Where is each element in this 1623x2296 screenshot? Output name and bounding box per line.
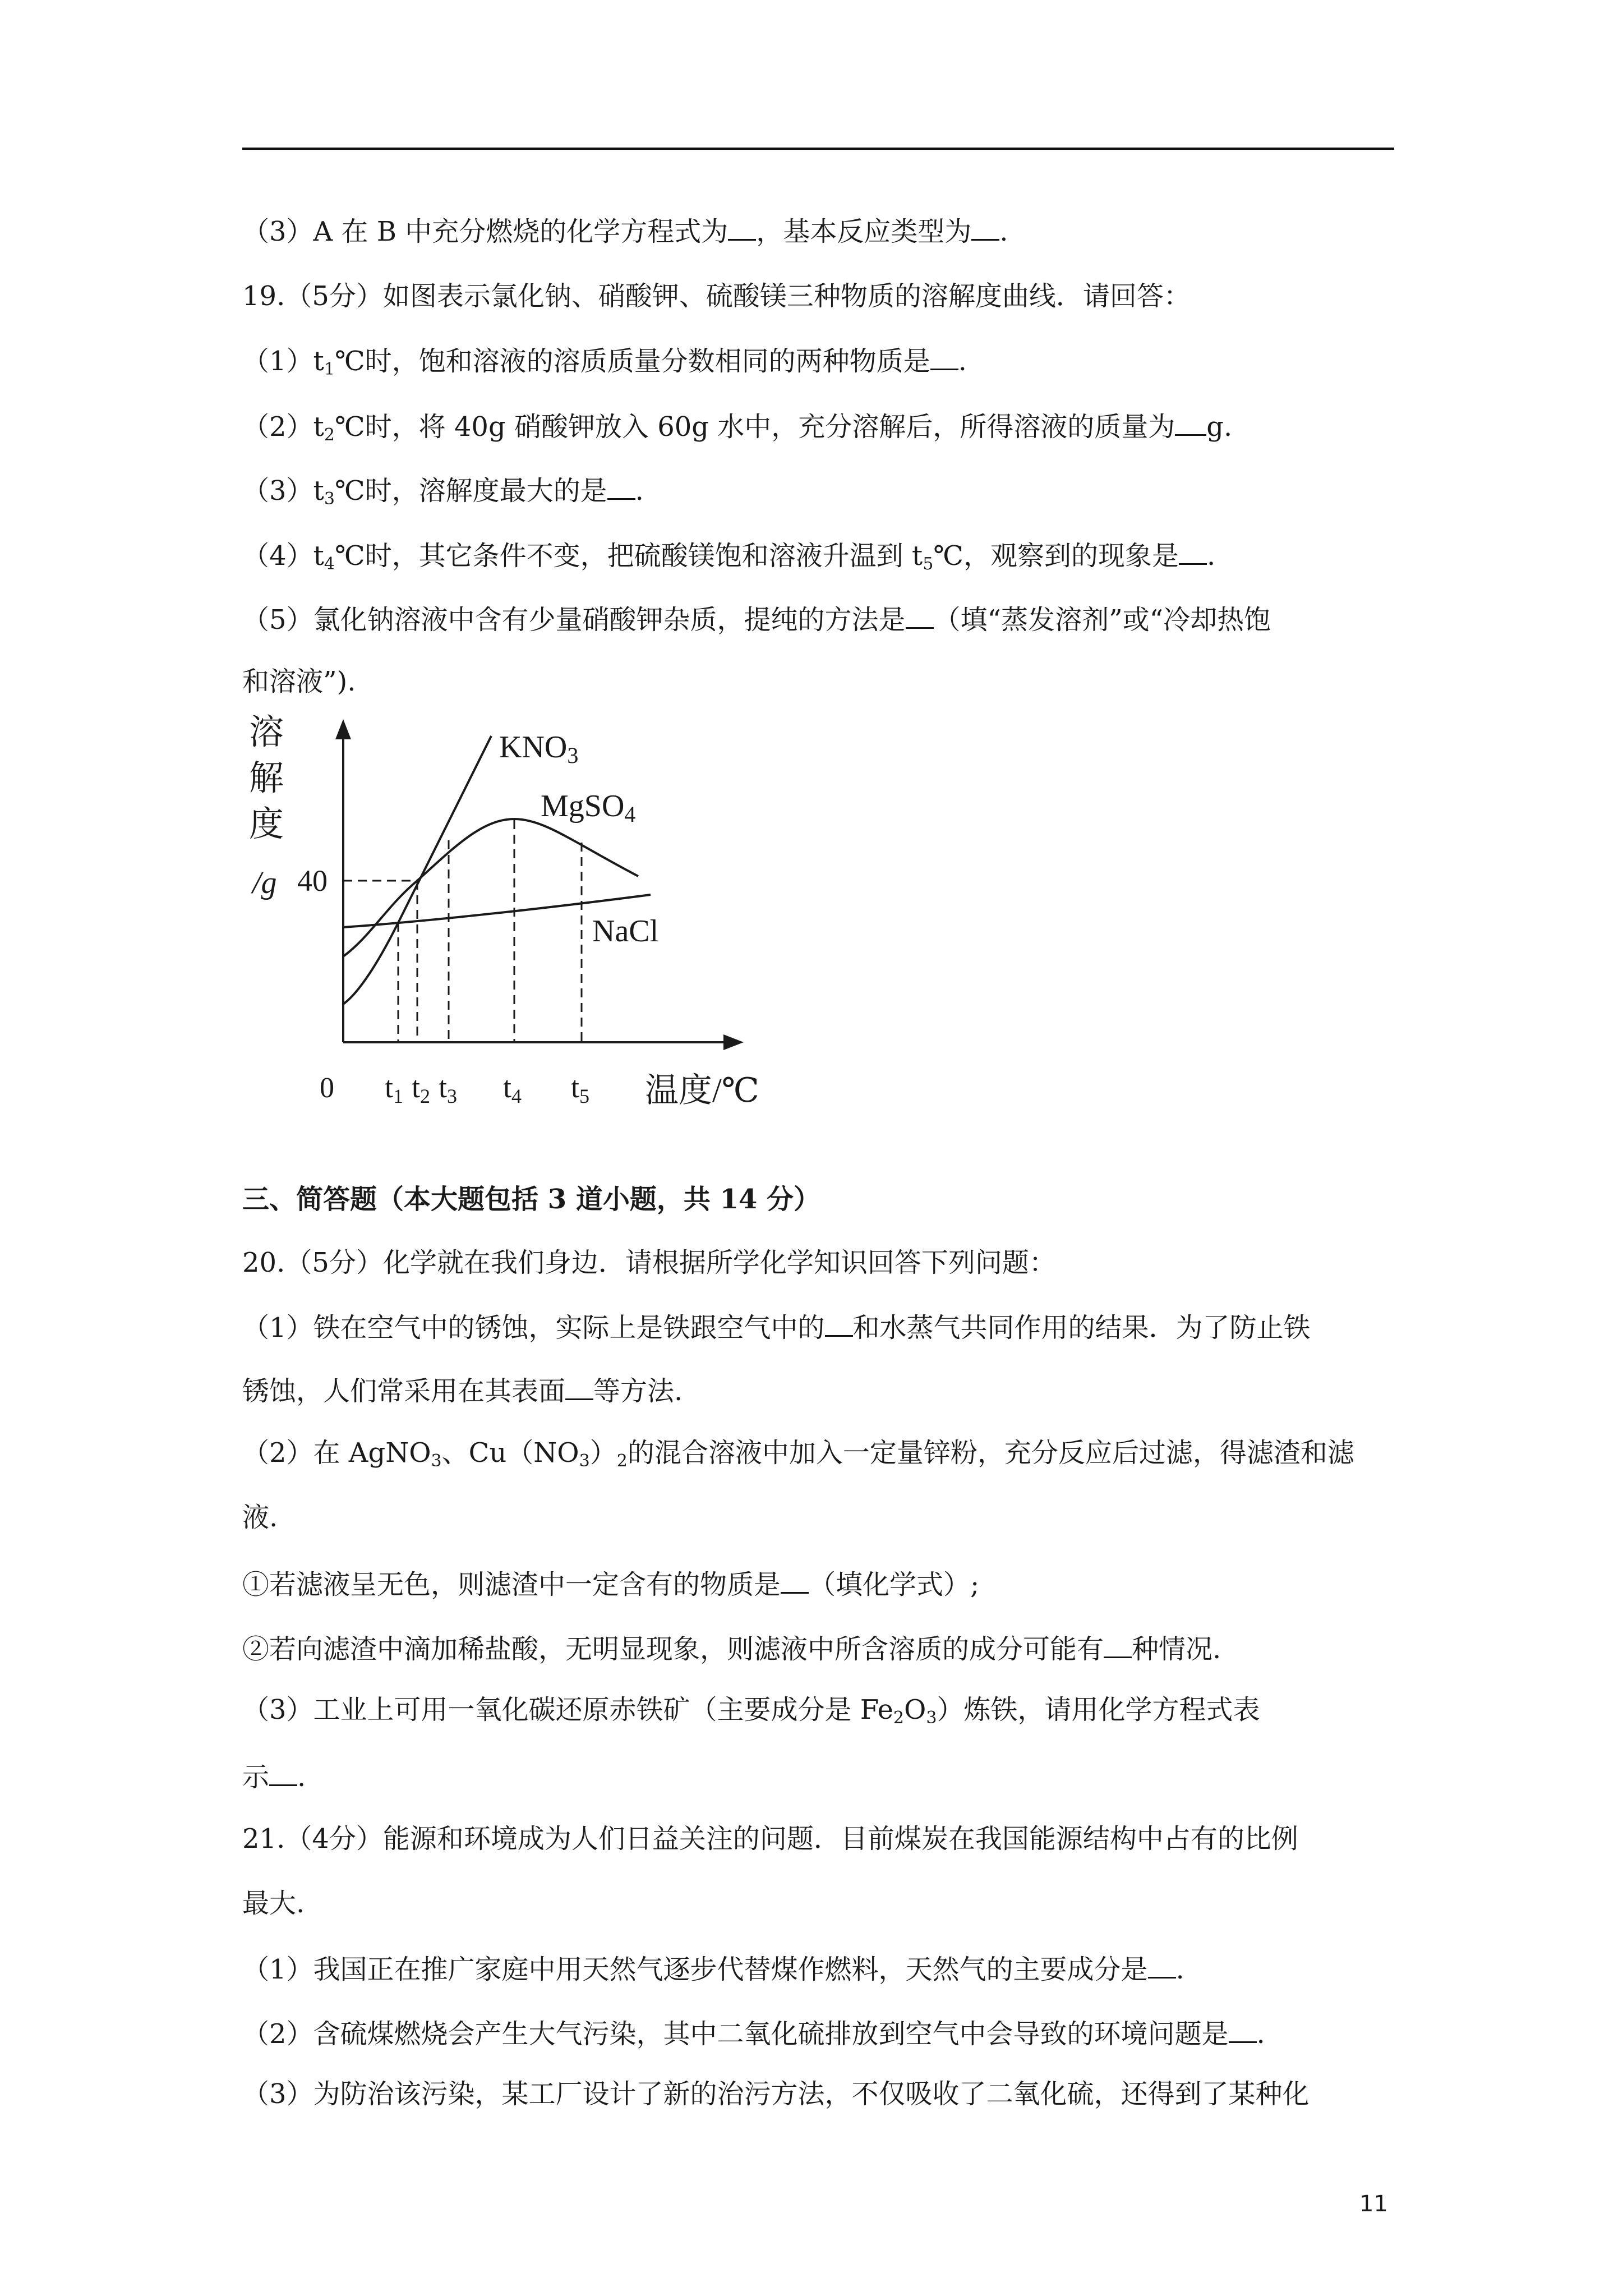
x-tick-t3: t3: [439, 1070, 458, 1107]
section3-title: 三、简答题（本大题包括 3 道小题，共 14 分）: [242, 1184, 821, 1215]
answer-blank: [930, 341, 958, 370]
answer-blank: [728, 211, 756, 241]
q19-part5-cont: 和溶液”).: [242, 666, 356, 697]
kno3-curve: [343, 736, 491, 1004]
answer-blank: [565, 1370, 593, 1400]
q20-stem: 20.（5分）化学就在我们身边．请根据所学化学知识回答下列问题：: [242, 1247, 1056, 1278]
q20-part3: （3）工业上可用一氧化碳还原赤铁矿（主要成分是 $Fe_2O_3$）炼铁，请用化学方程式表: [242, 1694, 1260, 1728]
q21-part2: （2）含硫煤燃烧会产生大气污染，其中二氧化硫排放到空气中会导致的环境问题是 .: [242, 2013, 1398, 2052]
answer-blank: [1175, 406, 1206, 436]
q20-part2: （2）在 AgNO$_3$、$Cu(NO_3)_2$的混合溶液中加入一定量锌粉，充分反应后过滤，得滤渣和滤: [242, 1437, 1354, 1471]
q20-part2-case1: ①若滤液呈无色，则滤渣中一定含有的物质是 （填化学式）;: [242, 1564, 1398, 1603]
q21-stem-cont: 最大.: [242, 1888, 305, 1919]
x-tick-t1: t1: [385, 1070, 404, 1107]
q19-part4: $(4)t_4℃$时，其它条件不变，把硫酸镁饱和溶液升温到 $t_5℃$，观察到的现象是 .: [242, 535, 1398, 582]
answer-blank: [825, 1307, 853, 1337]
nacl-label: NaCl: [592, 914, 659, 949]
q20-part2-cont: 液.: [242, 1502, 278, 1533]
answer-blank: [906, 599, 934, 629]
x-axis-arrow: [723, 1034, 744, 1050]
q21-stem: 21.（4分）能源和环境成为人们日益关注的问题．目前煤炭在我国能源结构中占有的比例: [242, 1823, 1298, 1855]
kno3-label: KNO3: [499, 730, 579, 768]
y-axis-label-unit: /g: [252, 866, 277, 900]
answer-blank: [1229, 2013, 1257, 2043]
answer-blank: [269, 1756, 297, 1786]
answer-blank: [607, 470, 635, 500]
q19-part5: （5）氯化钠溶液中含有少量硝酸钾杂质，提纯的方法是 （填“蒸发溶剂”或“冷却热饱: [242, 599, 1398, 638]
q19-part2: $(2)t_2℃$时，将 40g 硝酸钾放入 60g 水中，充分溶解后，所得溶液的质量为 g.: [242, 406, 1398, 453]
x-tick-t2: t2: [412, 1070, 431, 1107]
answer-blank: [1179, 535, 1207, 565]
y-axis-arrow: [335, 719, 351, 739]
solubility-curve-figure: [247, 712, 785, 1128]
x-tick-t4: t4: [503, 1070, 522, 1107]
x-origin-label: 0: [320, 1072, 334, 1104]
y-axis-label-2: 解: [249, 760, 284, 798]
answer-blank: [781, 1564, 809, 1594]
q21-part1: （1）我国正在推广家庭中用天然气逐步代替煤作燃料，天然气的主要成分是 .: [242, 1949, 1398, 1987]
x-axis-label: 温度/℃: [645, 1072, 759, 1109]
q19-stem: 19.（5分）如图表示氯化钠、硝酸钾、硫酸镁三种物质的溶解度曲线．请回答：: [242, 280, 1191, 312]
mgso4-label: MgSO4: [541, 789, 636, 827]
header-rule: [242, 148, 1394, 150]
page-number: 11: [1359, 2191, 1388, 2217]
q20-part2-case2: ②若向滤渣中滴加稀盐酸，无明显现象，则滤液中所含溶质的成分可能有 种情况.: [242, 1628, 1398, 1667]
y-axis-label-1: 溶: [249, 714, 284, 752]
answer-blank: [971, 211, 999, 241]
q19-part3: $(3)t_3℃$时，溶解度最大的是 .: [242, 470, 1398, 517]
q18-part3: （3）A 在 B 中充分燃烧的化学方程式为 ，基本反应类型为 .: [242, 211, 1398, 250]
y-axis-label-3: 度: [249, 806, 284, 844]
x-tick-t5: t5: [571, 1070, 590, 1107]
q20-part1: （1）铁在空气中的锈蚀，实际上是铁跟空气中的 和水蒸气共同作用的结果．为了防止铁: [242, 1307, 1398, 1346]
q20-part3-cont: 示 .: [242, 1756, 1398, 1795]
y-tick-40: 40: [297, 864, 328, 898]
answer-blank: [1148, 1949, 1176, 1978]
q19-part1: $(1)t_1℃$时，饱和溶液的溶质质量分数相同的两种物质是 .: [242, 341, 1398, 388]
q21-part3: （3）为防治该污染，某工厂设计了新的治污方法，不仅吸收了二氧化硫，还得到了某种化: [242, 2078, 1310, 2110]
q20-part1-cont: 锈蚀，人们常采用在其表面 等方法.: [242, 1370, 1398, 1409]
answer-blank: [1104, 1628, 1132, 1658]
